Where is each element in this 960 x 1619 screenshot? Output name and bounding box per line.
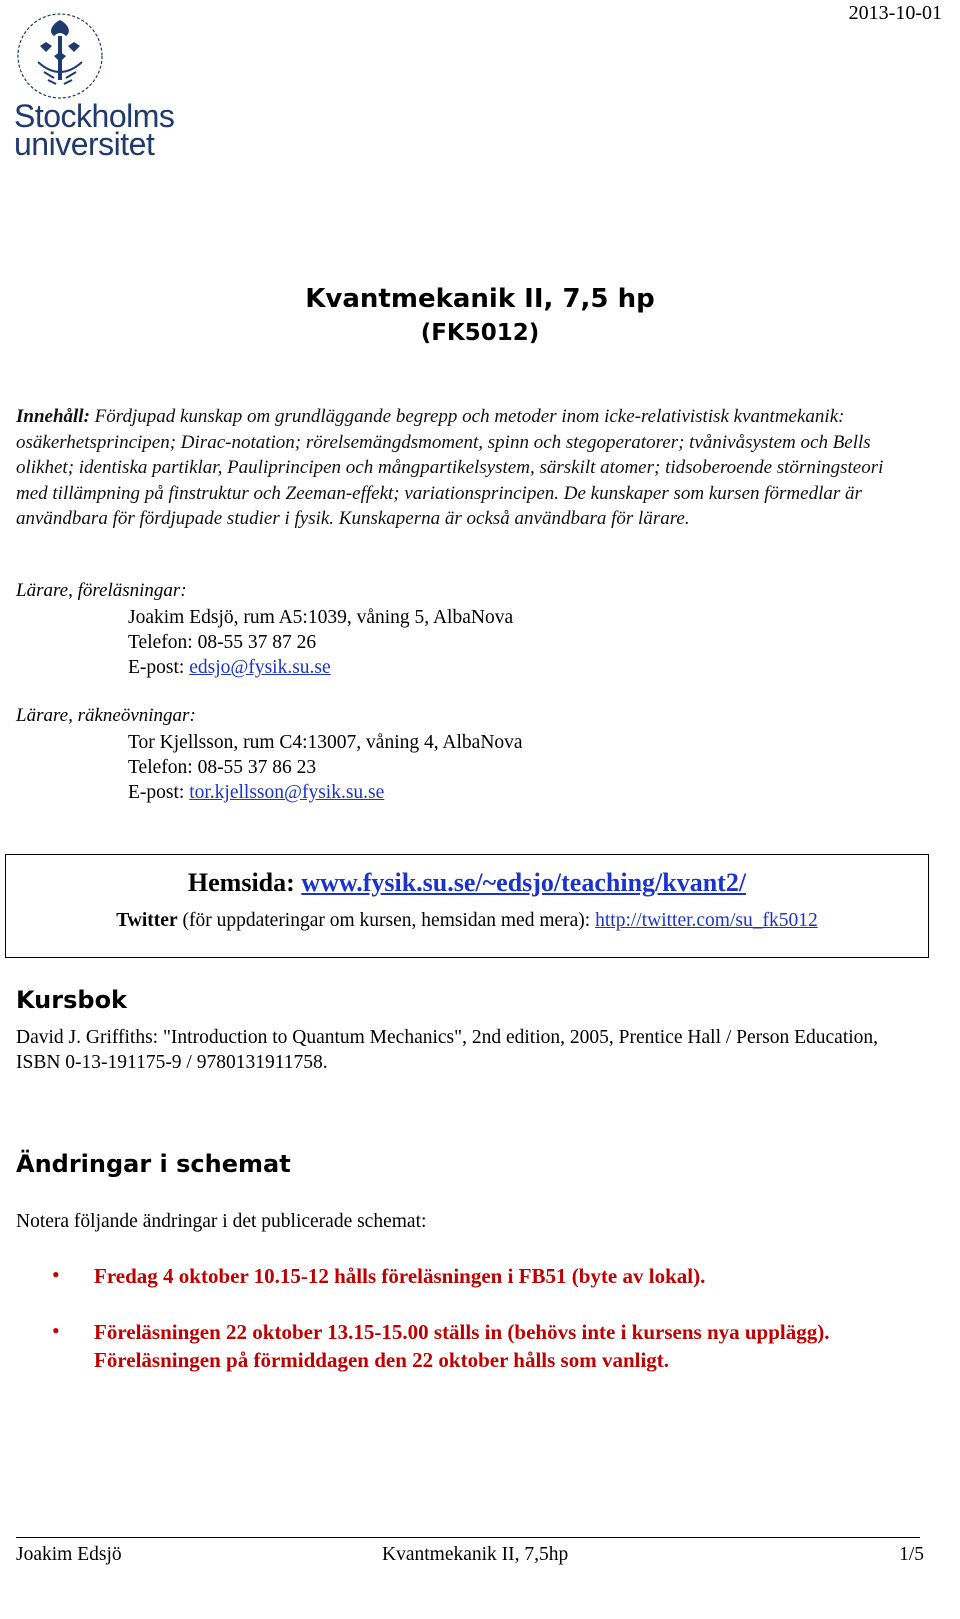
bullet-icon: • xyxy=(52,1262,60,1287)
homepage-row xyxy=(0,868,934,898)
course-code: (FK5012) xyxy=(420,320,540,346)
page-title: Kvantmekanik II, 7,5 hp xyxy=(305,284,655,314)
lecturer-email-row xyxy=(128,655,513,680)
lecturer-heading: Lärare, föreläsningar: xyxy=(16,580,187,601)
lecturer-name: Joakim Edsjö, rum A5:1039, våning 5, AlbaNova xyxy=(128,607,514,628)
content-text: Fördjupad kunskap om grundläggande begrepp och metoder inom icke-relativistisk kvantmekanik: osäkerhetsprincipen; Dirac-notation; rörelsemängdsmoment, spinn och stegoperatorer; tvånivåsystem och Bells olikhet; identiska partiklar, Pauliprincipen och mångpartikelsystem, särskilt atomer; tidsoberoende störningsteori med tillämpning på finstruktur och Zeeman-effekt; variationsprincipen. De kunskaper som kursen förmedlar är användbara för fördjupade studier i fysik. Kunskaperna är också användbara för lärare. xyxy=(16,406,884,529)
change-item-1: Fredag 4 oktober 10.15-12 hålls föreläsningen i FB51 (byte av lokal). xyxy=(94,1264,706,1288)
changes-heading: Ändringar i schemat xyxy=(16,1150,291,1178)
twitter-label: Twitter xyxy=(116,910,178,931)
footer-author: Joakim Edsjö xyxy=(16,1544,122,1565)
homepage-label: Hemsida: xyxy=(187,868,302,897)
footer-divider xyxy=(16,1537,920,1538)
twitter-row xyxy=(0,910,934,932)
content-label: Innehåll: xyxy=(16,406,90,427)
exercises-contact xyxy=(128,730,523,805)
lecturer-email-label: E-post: xyxy=(128,657,190,678)
exercises-email-row xyxy=(128,780,523,805)
footer-course: Kvantmekanik II, 7,5hp xyxy=(382,1544,569,1565)
exercises-email-label: E-post: xyxy=(128,782,190,803)
lecturer-email-link[interactable]: edsjo@fysik.su.se xyxy=(189,657,331,678)
twitter-link[interactable]: http://twitter.com/su_fk5012 xyxy=(595,910,818,931)
seal-icon xyxy=(14,10,114,102)
kursbok-heading: Kursbok xyxy=(16,986,128,1014)
change-item-2: Föreläsningen 22 oktober 13.15-15.00 ställs in (behövs inte i kursens nya upplägg). Föreläsningen på förmiddagen den 22 oktober hålls som vanligt. xyxy=(94,1320,830,1372)
bullet-icon: • xyxy=(52,1318,60,1343)
course-content-paragraph xyxy=(16,404,916,532)
exercises-email-link[interactable]: tor.kjellsson@fysik.su.se xyxy=(189,782,385,803)
exercises-name: Tor Kjellsson, rum C4:13007, våning 4, AlbaNova xyxy=(128,732,523,753)
changes-intro: Notera följande ändringar i det publicerade schemat: xyxy=(16,1211,427,1232)
exercises-phone: Telefon: 08-55 37 86 23 xyxy=(128,757,317,778)
logo-line-2: universitet xyxy=(14,126,155,162)
logo-line-1: Stockholms xyxy=(14,98,175,134)
homepage-link[interactable]: www.fysik.su.se/~edsjo/teaching/kvant2/ xyxy=(301,868,747,897)
document-date: 2013-10-01 xyxy=(848,2,942,24)
twitter-text: (för uppdateringar om kursen, hemsidan med mera): xyxy=(177,910,596,931)
lecturer-phone: Telefon: 08-55 37 87 26 xyxy=(128,632,317,653)
footer-page-number: 1/5 xyxy=(899,1544,924,1565)
kursbok-text: David J. Griffiths: "Introduction to Quantum Mechanics", 2nd edition, 2005, Prentice Hall / Person Education, ISBN 0-13-191175-9 / 9780131911758. xyxy=(16,1027,879,1073)
university-logo xyxy=(14,10,214,162)
exercises-heading: Lärare, räkneövningar: xyxy=(16,705,196,726)
lecturer-contact xyxy=(128,605,513,680)
